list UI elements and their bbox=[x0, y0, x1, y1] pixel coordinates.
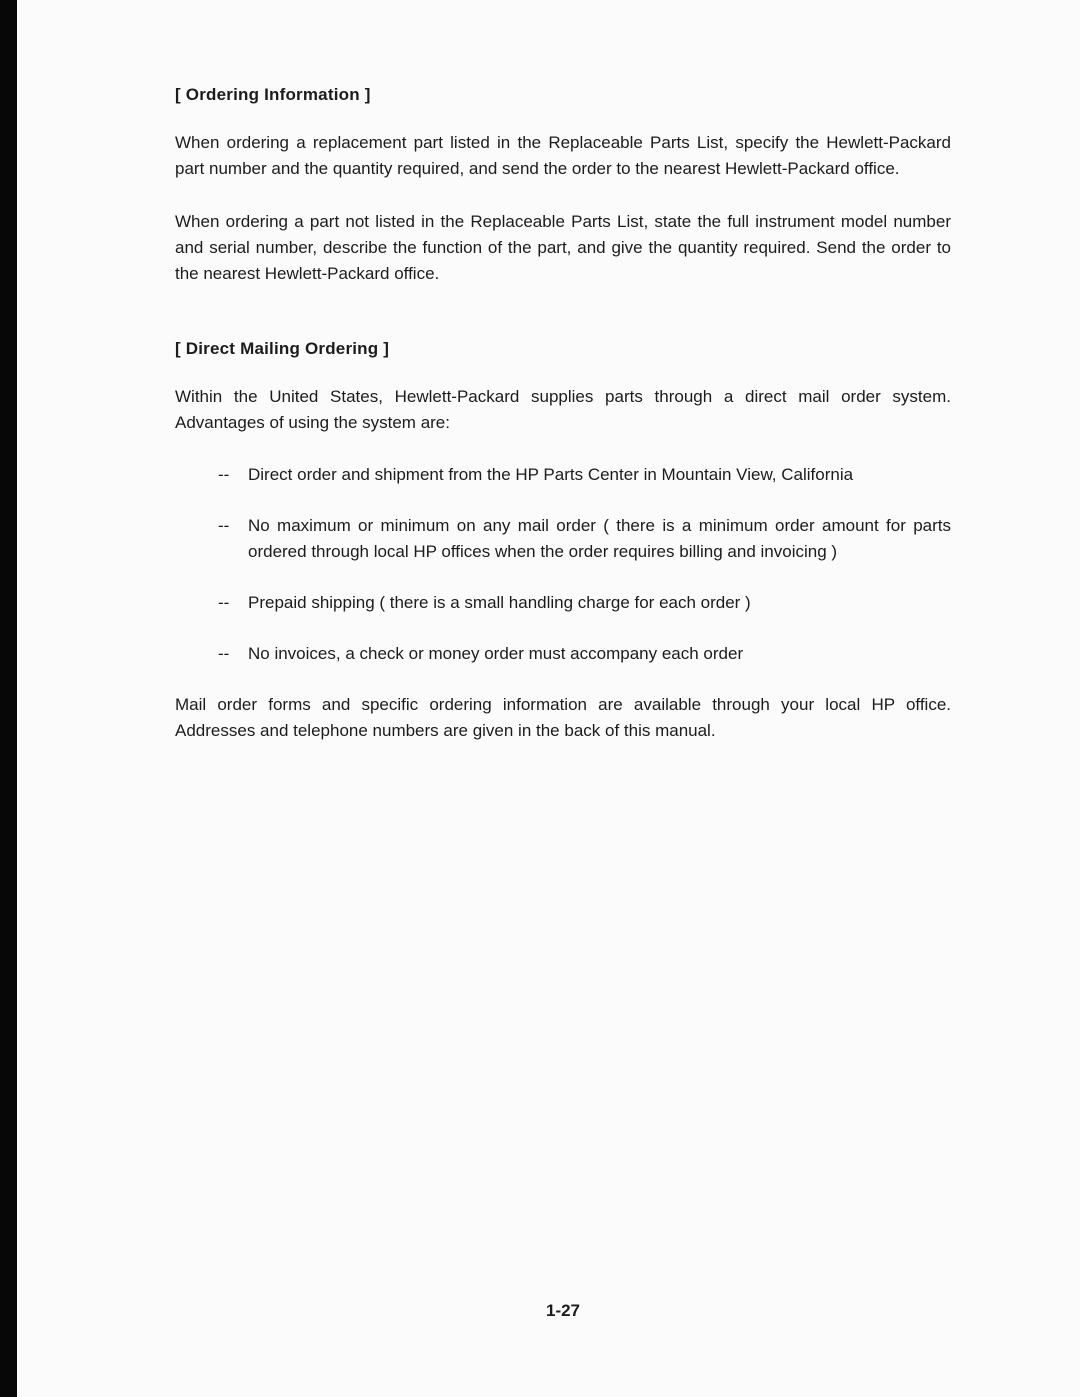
bullet-marker: -- bbox=[218, 644, 230, 663]
page-content bbox=[175, 82, 951, 771]
scan-edge-artifact bbox=[0, 0, 17, 1397]
bullet-text: Prepaid shipping ( there is a small handling charge for each order ) bbox=[248, 593, 751, 612]
paragraph-direct-mail-intro: Within the United States, Hewlett-Packard supplies parts through a direct mail order system. Advantages of using the system are: bbox=[175, 387, 951, 432]
bullet-text: Direct order and shipment from the HP Parts Center in Mountain View, California bbox=[248, 465, 854, 484]
section-heading-ordering-information: [ Ordering Information ] bbox=[175, 85, 371, 104]
section-heading-direct-mailing-ordering: [ Direct Mailing Ordering ] bbox=[175, 339, 390, 358]
bullet-marker: -- bbox=[218, 465, 230, 484]
bullet-item-no-invoices bbox=[175, 641, 951, 667]
bullet-item-direct-order bbox=[175, 462, 951, 488]
page-number: 1-27 bbox=[545, 1301, 581, 1320]
paragraph-ordering-listed-part: When ordering a replacement part listed in the Replaceable Parts List, specify the Hewlett-Packard part number and the quantity required, and send the order to the nearest Hewlett-Packard office. bbox=[175, 133, 951, 178]
bullet-item-no-max-min bbox=[175, 513, 951, 565]
bullet-text: No invoices, a check or money order must accompany each order bbox=[248, 644, 744, 663]
bullet-marker: -- bbox=[218, 593, 230, 612]
bullet-marker: -- bbox=[218, 516, 230, 535]
paragraph-mail-order-forms: Mail order forms and specific ordering information are available through your local HP office. Addresses and telephone numbers are given in the back of this manual. bbox=[175, 695, 951, 740]
bullet-text: No maximum or minimum on any mail order ( there is a minimum order amount for parts ordered through local HP offices when the order requires billing and invoicing ) bbox=[248, 516, 951, 561]
bullet-item-prepaid-shipping bbox=[175, 590, 951, 616]
paragraph-ordering-unlisted-part: When ordering a part not listed in the Replaceable Parts List, state the full instrument model number and serial number, describe the function of the part, and give the quantity required. Send the order to the nearest Hewlett-Packard office. bbox=[175, 212, 951, 283]
